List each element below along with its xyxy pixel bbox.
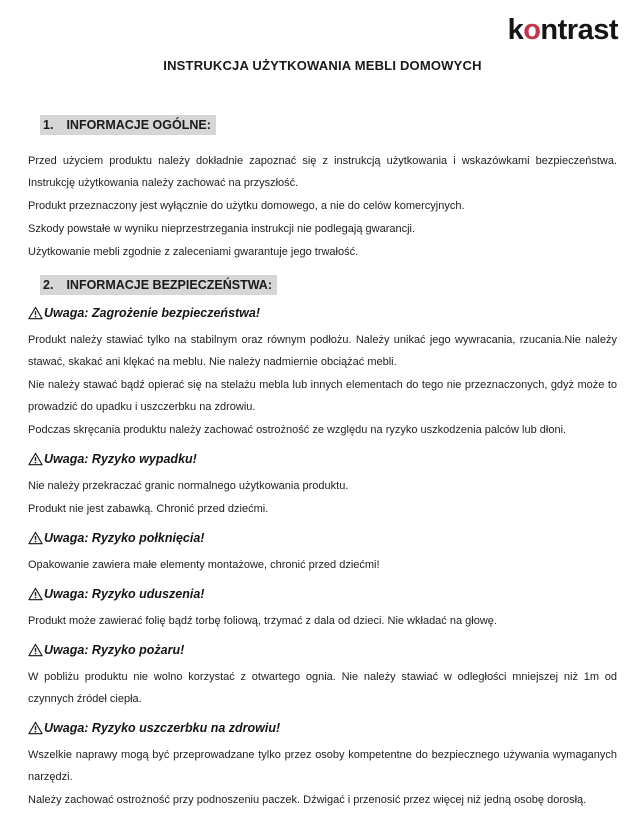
warning-title: Uwaga: Ryzyko uszczerbku na zdrowiu! bbox=[44, 721, 281, 735]
section-2-number: 2. bbox=[43, 278, 54, 292]
document-content bbox=[0, 58, 641, 811]
brand-logo bbox=[508, 14, 618, 47]
warning-5-title-row bbox=[28, 643, 617, 657]
warning-3-title-row bbox=[28, 531, 617, 545]
document-title: INSTRUKCJA UŻYTKOWANIA MEBLI DOMOWYCH bbox=[163, 58, 482, 73]
paragraph: Użytkowanie mebli zgodnie z zaleceniami gwarantuje jego trwałość. bbox=[28, 246, 359, 258]
paragraph: Nie należy przekraczać granic normalnego użytkowania produktu. bbox=[28, 480, 349, 492]
section-2-heading bbox=[40, 275, 617, 295]
warning-triangle-icon bbox=[28, 721, 43, 735]
warning-6-title-row bbox=[28, 721, 617, 735]
paragraph: W pobliżu produktu nie wolno korzystać z otwartego ognia. Nie należy stawiać w odległości mniejszej niż 1m od czynnych źródeł ciepła. bbox=[28, 671, 617, 705]
section-1-number: 1. bbox=[43, 118, 54, 132]
logo-o-ring-mark: o bbox=[523, 14, 541, 46]
paragraph: Opakowanie zawiera małe elementy montażowe, chronić przed dziećmi! bbox=[28, 559, 380, 571]
warning-triangle-icon bbox=[28, 531, 43, 545]
warning-triangle-icon bbox=[28, 306, 43, 320]
warning-5-paragraphs bbox=[28, 666, 617, 710]
section-1-paragraphs bbox=[28, 150, 617, 263]
warning-4-title-row bbox=[28, 587, 617, 601]
warning-triangle-icon bbox=[28, 587, 43, 601]
paragraph: Produkt należy stawiać tylko na stabilnym oraz równym podłożu. Należy unikać jego wywracania, rzucania.Nie należy stawać, skakać ani klękać na meblu. Nie należy nadmiernie obciążać mebli. bbox=[28, 334, 617, 368]
paragraph: Przed użyciem produktu należy dokładnie zapoznać się z instrukcją użytkowania i wskazówkami bezpieczeństwa. Instrukcję użytkowania należy zachować na przyszłość. bbox=[28, 155, 617, 189]
warning-triangle-icon bbox=[28, 643, 43, 657]
paragraph: Produkt może zawierać folię bądź torbę foliową, trzymać z dala od dzieci. Nie wkładać na głowę. bbox=[28, 615, 497, 627]
section-2-heading-label: INFORMACJE BEZPIECZEŃSTWA: bbox=[66, 278, 272, 292]
warning-title: Uwaga: Ryzyko pożaru! bbox=[44, 643, 185, 657]
logo-text-prefix: k bbox=[507, 14, 524, 46]
warning-6-paragraphs bbox=[28, 744, 617, 811]
warning-1-paragraphs bbox=[28, 329, 617, 441]
warning-title: Uwaga: Ryzyko uduszenia! bbox=[44, 587, 205, 601]
warning-title: Uwaga: Ryzyko połknięcia! bbox=[44, 531, 205, 545]
warning-title: Uwaga: Zagrożenie bezpieczeństwa! bbox=[44, 306, 261, 320]
paragraph: Nie należy stawać bądź opierać się na stelażu mebla lub innych elementach do tego nie przeznaczonych, gdyż może to prowadzić do upadku i uszczerbku na zdrowiu. bbox=[28, 379, 617, 413]
paragraph: Podczas skręcania produktu należy zachować ostrożność ze względu na ryzyko uszkodzenia palców lub dłoni. bbox=[28, 424, 567, 436]
paragraph: Szkody powstałe w wyniku nieprzestrzegania instrukcji nie podlegają gwarancji. bbox=[28, 223, 416, 235]
warning-triangle-icon bbox=[28, 452, 43, 466]
warning-1-title-row bbox=[28, 306, 617, 320]
warning-3-paragraphs bbox=[28, 554, 617, 576]
section-1-heading-label: INFORMACJE OGÓLNE: bbox=[66, 118, 211, 132]
paragraph: Produkt nie jest zabawką. Chronić przed dziećmi. bbox=[28, 503, 269, 515]
paragraph: Wszelkie naprawy mogą być przeprowadzane tylko przez osoby kompetentne do bezpiecznego używania wymaganych narzędzi. bbox=[28, 749, 617, 783]
warning-title: Uwaga: Ryzyko wypadku! bbox=[44, 452, 197, 466]
warning-4-paragraphs bbox=[28, 610, 617, 632]
warning-2-paragraphs bbox=[28, 475, 617, 520]
section-1-heading-highlight bbox=[40, 115, 216, 135]
warning-2-title-row bbox=[28, 452, 617, 466]
section-2-heading-highlight bbox=[40, 275, 277, 295]
paragraph: Należy zachować ostrożność przy podnoszeniu paczek. Dźwigać i przenosić przez więcej niż jedną osobę dorosłą. bbox=[28, 794, 587, 806]
logo-text-suffix: ntrast bbox=[540, 14, 618, 46]
paragraph: Produkt przeznaczony jest wyłącznie do użytku domowego, a nie do celów komercyjnych. bbox=[28, 200, 465, 212]
section-1-heading bbox=[40, 115, 617, 135]
